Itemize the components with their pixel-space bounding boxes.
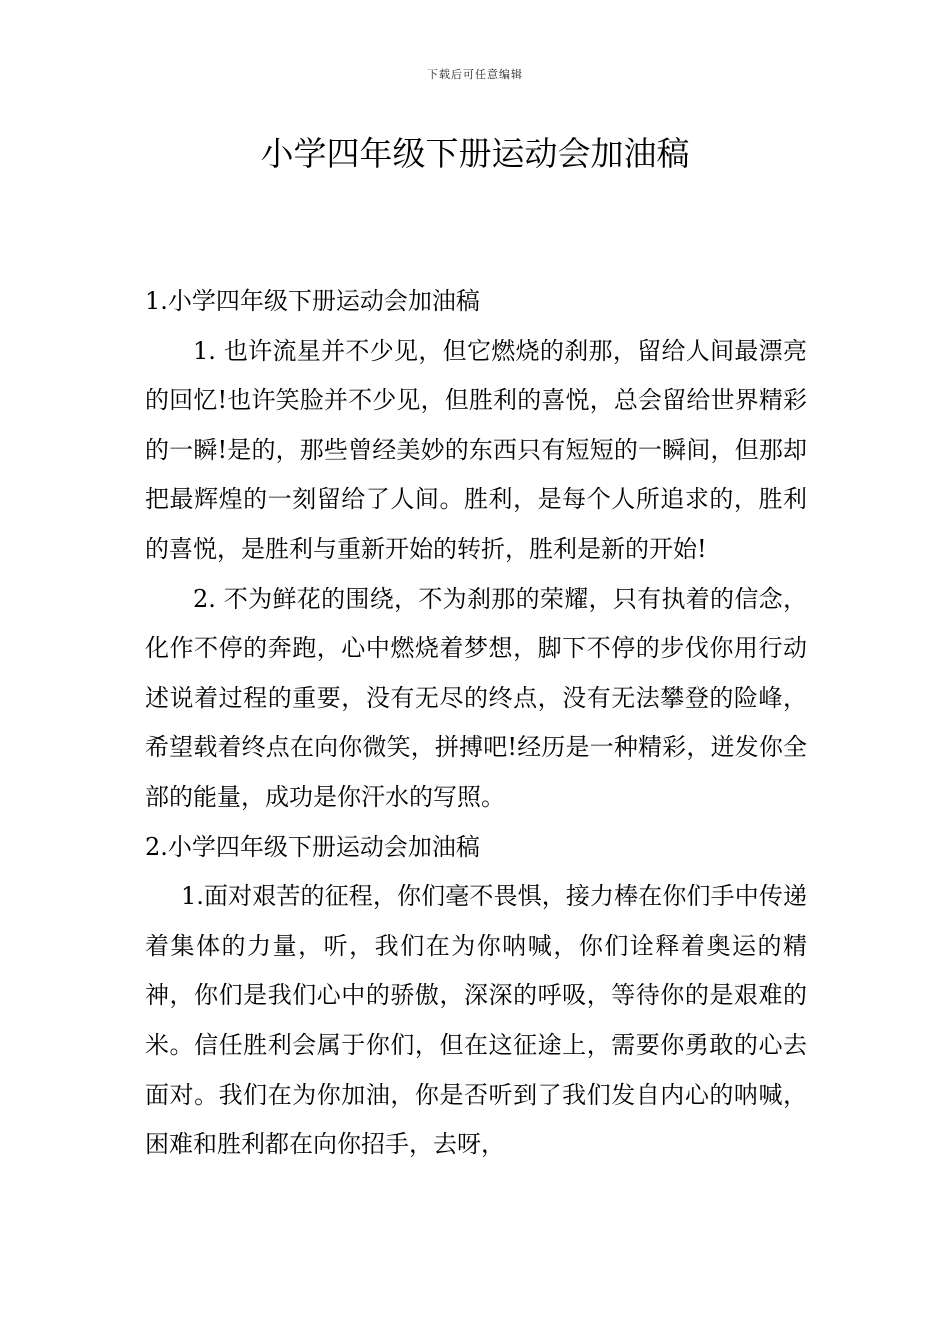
section-heading: 1.小学四年级下册运动会加油稿 bbox=[145, 287, 480, 315]
header-note: 下载后可任意编辑 bbox=[427, 68, 523, 81]
section-heading: 2.小学四年级下册运动会加油稿 bbox=[145, 832, 480, 861]
document-title: 小学四年级下册运动会加油稿 bbox=[260, 134, 690, 173]
paragraph: 2. 不为鲜花的围绕，不为刹那的荣耀，只有执着的信念，化作不停的奔跑，心中燃烧着梦想，脚下不停的步伐你用行动述说着过程的重要，没有无尽的终点，没有无法攀登的险峰，希望载着终点在向你微笑，拼搏吧!经历是一种精彩，迸发你全部的能量，成功是你汗水的写照。 bbox=[145, 584, 807, 811]
paragraph: 1.面对艰苦的征程，你们毫不畏惧，接力棒在你们手中传递着集体的力量，听，我们在为你呐喊，你们诠释着奥运的精神，你们是我们心中的骄傲，深深的呼吸，等待你的是艰难的米。信任胜利会属于你们，但在这征途上，需要你勇敢的心去面对。我们在为你加油，你是否听到了我们发自内心的呐喊，困难和胜利都在向你招手，去呀， bbox=[145, 882, 807, 1159]
document-body bbox=[145, 277, 807, 1170]
paragraph: 1. 也许流星并不少见，但它燃烧的刹那，留给人间最漂亮的回忆!也许笑脸并不少见，但胜利的喜悦，总会留给世界精彩的一瞬!是的，那些曾经美妙的东西只有短短的一瞬间，但那却把最辉煌的一刻留给了人间。胜利，是每个人所追求的，胜利的喜悦，是胜利与重新开始的转折，胜利是新的开始! bbox=[145, 336, 807, 563]
